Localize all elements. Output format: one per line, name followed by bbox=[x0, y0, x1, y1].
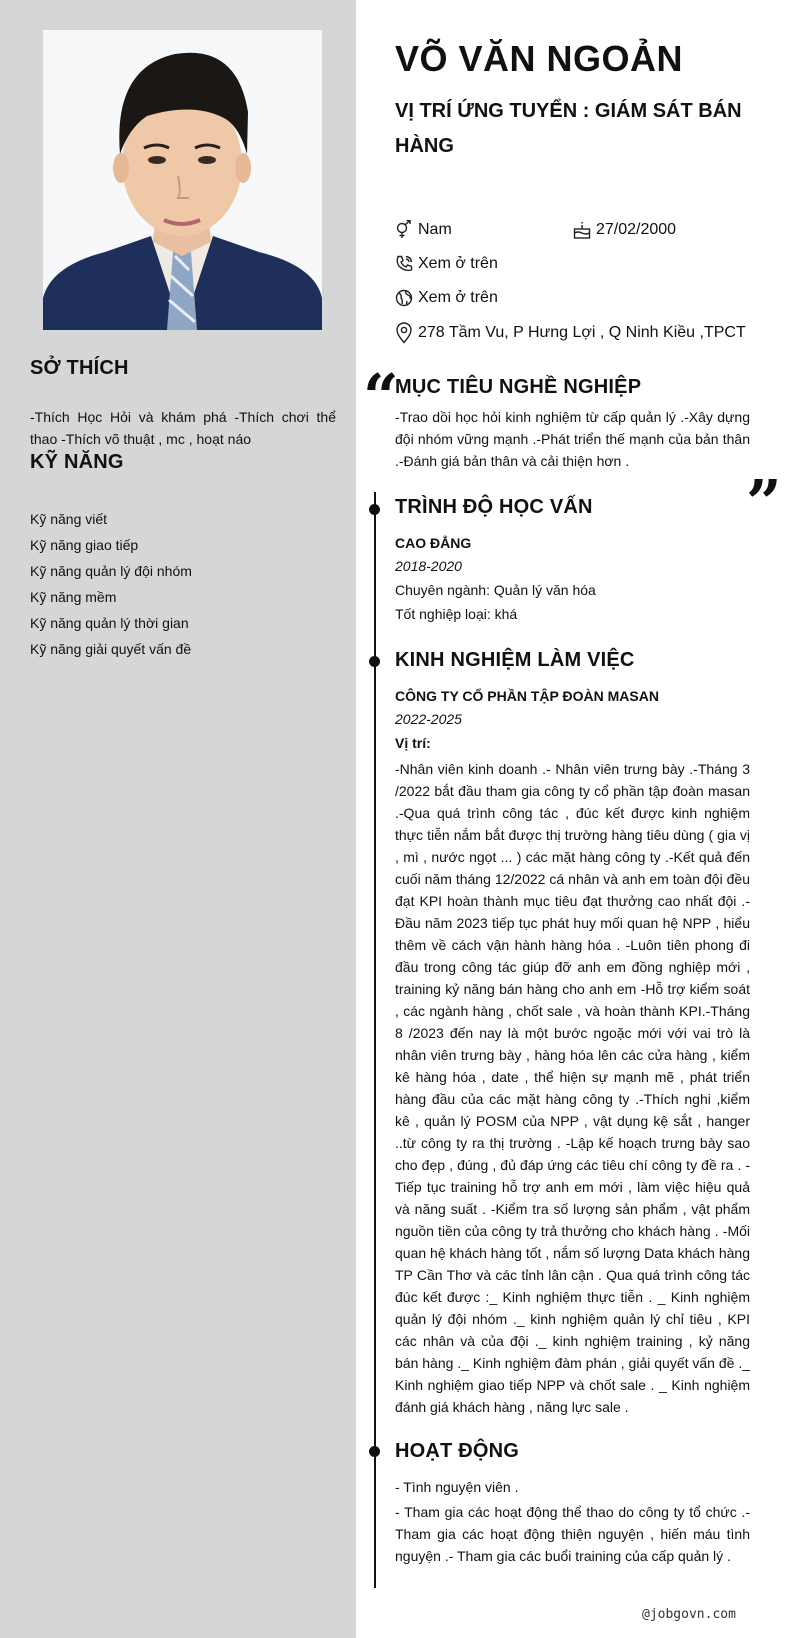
close-quote-icon: ” bbox=[746, 466, 782, 539]
skill-item: Kỹ năng mềm bbox=[30, 589, 117, 605]
experience-heading: KINH NGHIỆM LÀM VIỆC bbox=[395, 649, 635, 671]
email-row bbox=[394, 288, 498, 308]
phone-icon bbox=[394, 254, 414, 274]
open-quote-icon: “ bbox=[363, 360, 399, 433]
phone-value: Xem ở trên bbox=[418, 255, 498, 272]
address-row bbox=[394, 322, 746, 344]
timeline-dot bbox=[369, 656, 380, 667]
skill-item: Kỹ năng giải quyết vấn đề bbox=[30, 641, 192, 657]
skill-item: Kỹ năng quản lý thời gian bbox=[30, 615, 189, 631]
skill-item: Kỹ năng quản lý đội nhóm bbox=[30, 563, 192, 579]
footer-watermark: @jobgovn.com bbox=[642, 1607, 736, 1622]
candidate-name: VÕ VĂN NGOẢN bbox=[395, 38, 684, 79]
skills-heading: KỸ NĂNG bbox=[30, 451, 124, 473]
timeline-dot bbox=[369, 1446, 380, 1457]
education-major: Chuyên ngành: Quản lý văn hóa bbox=[395, 582, 596, 598]
experience-period: 2022-2025 bbox=[395, 711, 462, 727]
education-period: 2018-2020 bbox=[395, 558, 462, 574]
profile-photo bbox=[43, 30, 322, 330]
globe-icon bbox=[394, 288, 414, 308]
school-name: CAO ĐẲNG bbox=[395, 535, 472, 551]
role-label: Vị trí: bbox=[395, 735, 431, 751]
gender-value: Nam bbox=[418, 221, 452, 238]
hobbies-heading: SỞ THÍCH bbox=[30, 357, 129, 379]
left-column bbox=[0, 0, 356, 1638]
skill-item: Kỹ năng giao tiếp bbox=[30, 537, 139, 553]
experience-description: -Nhân viên kinh doanh .- Nhân viên trưng bày .-Tháng 3 /2022 bắt đầu tham gia công ty cổ phần tập đoàn masan .-Qua quá trình công tác , đúc kết được kinh nghiệm thực tiễn nắm bắt được thị trường hàng tiêu dùng ( gia vị , mì , nước ngọt ... ) các mặt hàng công ty .-Kết quả đến cuối năm tháng 12/2022 cá nhân và anh em toàn đội đều đạt KPI hoàn thành mục tiêu đạt thưởng cao nhất đội .-Đầu năm 2023 tiếp tục phát huy mối quan hệ NPP , hiểu thêm về cách vận hành hàng hóa . -Luôn tiên phong đi đầu trong công tác giúp đỡ anh em đồng nghiệp mới , training kỷ năng bán hàng cho anh em -Hỗ trợ kiểm soát , các ngành hàng , chốt sale , và hoàn thành KPI.-Tháng 8 /2023 đến nay là một bước ngoặc mới với vai trò là nhân viên trưng bày , hàng hóa lên các cửa hàng , kiểm kê hàng hóa , date , thể hiện sự mạnh mẽ , phát triển hàng đầu của các mặt hàng công ty .-Thích nghi ,kiểm kê , quản lý POSM của NPP , vật dụng kệ sắt , hanger ..từ công ty ra thị trường . -Lập kế hoạch trưng bày sao cho đẹp , đúng , đủ đáp ứng các tiêu chí công ty đề ra . -Tiếp tục training hỗ trợ anh em mới , làm việc hiệu quả và năng suất . -Kiểm tra số lượng sản phẩm , vật phẩm nguồn tiền của công ty trả thưởng cho khách hàng . -Mối quan hệ khách hàng tốt , nắm số lượng Data khách hàng TP Cần Thơ và các tỉnh lân cận . Qua quá trình công tác đúc kết được :_ Kinh nghiệm thực tiễn . _ Kinh nghiệm quản lý đội nhóm ._ kinh nghiệm quản lý chỉ tiêu , KPI các nhân và của đội ._ kinh nghiệm training , kỷ năng bán hàng ._ Kinh nghiệm đàm phán , giải quyết vấn đề ._ Kinh nghiệm giao tiếp NPP và chốt sale . _ Kinh nghiệm đánh giá khách hàng , năng lực sale . bbox=[395, 761, 750, 1415]
phone-row bbox=[394, 254, 498, 274]
skills-list bbox=[30, 506, 192, 662]
email-value: Xem ở trên bbox=[418, 289, 498, 306]
education-grade: Tốt nghiệp loại: khá bbox=[395, 606, 518, 622]
company-name: CÔNG TY CỔ PHẦN TẬP ĐOÀN MASAN bbox=[395, 688, 659, 704]
gender-row bbox=[394, 220, 452, 240]
objective-heading: MỤC TIÊU NGHỀ NGHIỆP bbox=[395, 376, 642, 398]
activity-item: - Tham gia các hoạt động thể thao do công ty tổ chức .-Tham gia các hoạt động thiện nguyện , hiến máu tình nguyện .- Tham gia các buổi training của cấp quản lý . bbox=[395, 1504, 750, 1564]
gender-icon bbox=[394, 220, 414, 240]
birthday-row bbox=[572, 220, 676, 240]
activity-item: - Tình nguyện viên . bbox=[395, 1479, 519, 1495]
cake-icon bbox=[572, 220, 592, 240]
education-heading: TRÌNH ĐỘ HỌC VẤN bbox=[395, 496, 593, 518]
birthday-value: 27/02/2000 bbox=[596, 221, 677, 238]
activities-heading: HOẠT ĐỘNG bbox=[395, 1440, 520, 1462]
hobbies-text: -Thích Học Hỏi và khám phá -Thích chơi thể thao -Thích võ thuật , mc , hoạt náo bbox=[30, 409, 336, 447]
timeline-dot bbox=[369, 504, 380, 515]
location-pin-icon bbox=[394, 322, 414, 344]
skill-item: Kỹ năng viết bbox=[30, 511, 108, 527]
objective-text: -Trao dồi học hỏi kinh nghiệm từ cấp quản lý .-Xây dựng đội nhóm vững mạnh .-Phát triển thế mạnh của bản thân .-Đánh giá bản thân và cải thiện hơn . bbox=[395, 409, 750, 469]
address-value: 278 Tầm Vu, P Hưng Lợi , Q Ninh Kiều ,TPCT bbox=[418, 324, 746, 341]
applied-position: VỊ TRÍ ỨNG TUYỂN : GIÁM SÁT BÁN HÀNG bbox=[395, 100, 742, 157]
